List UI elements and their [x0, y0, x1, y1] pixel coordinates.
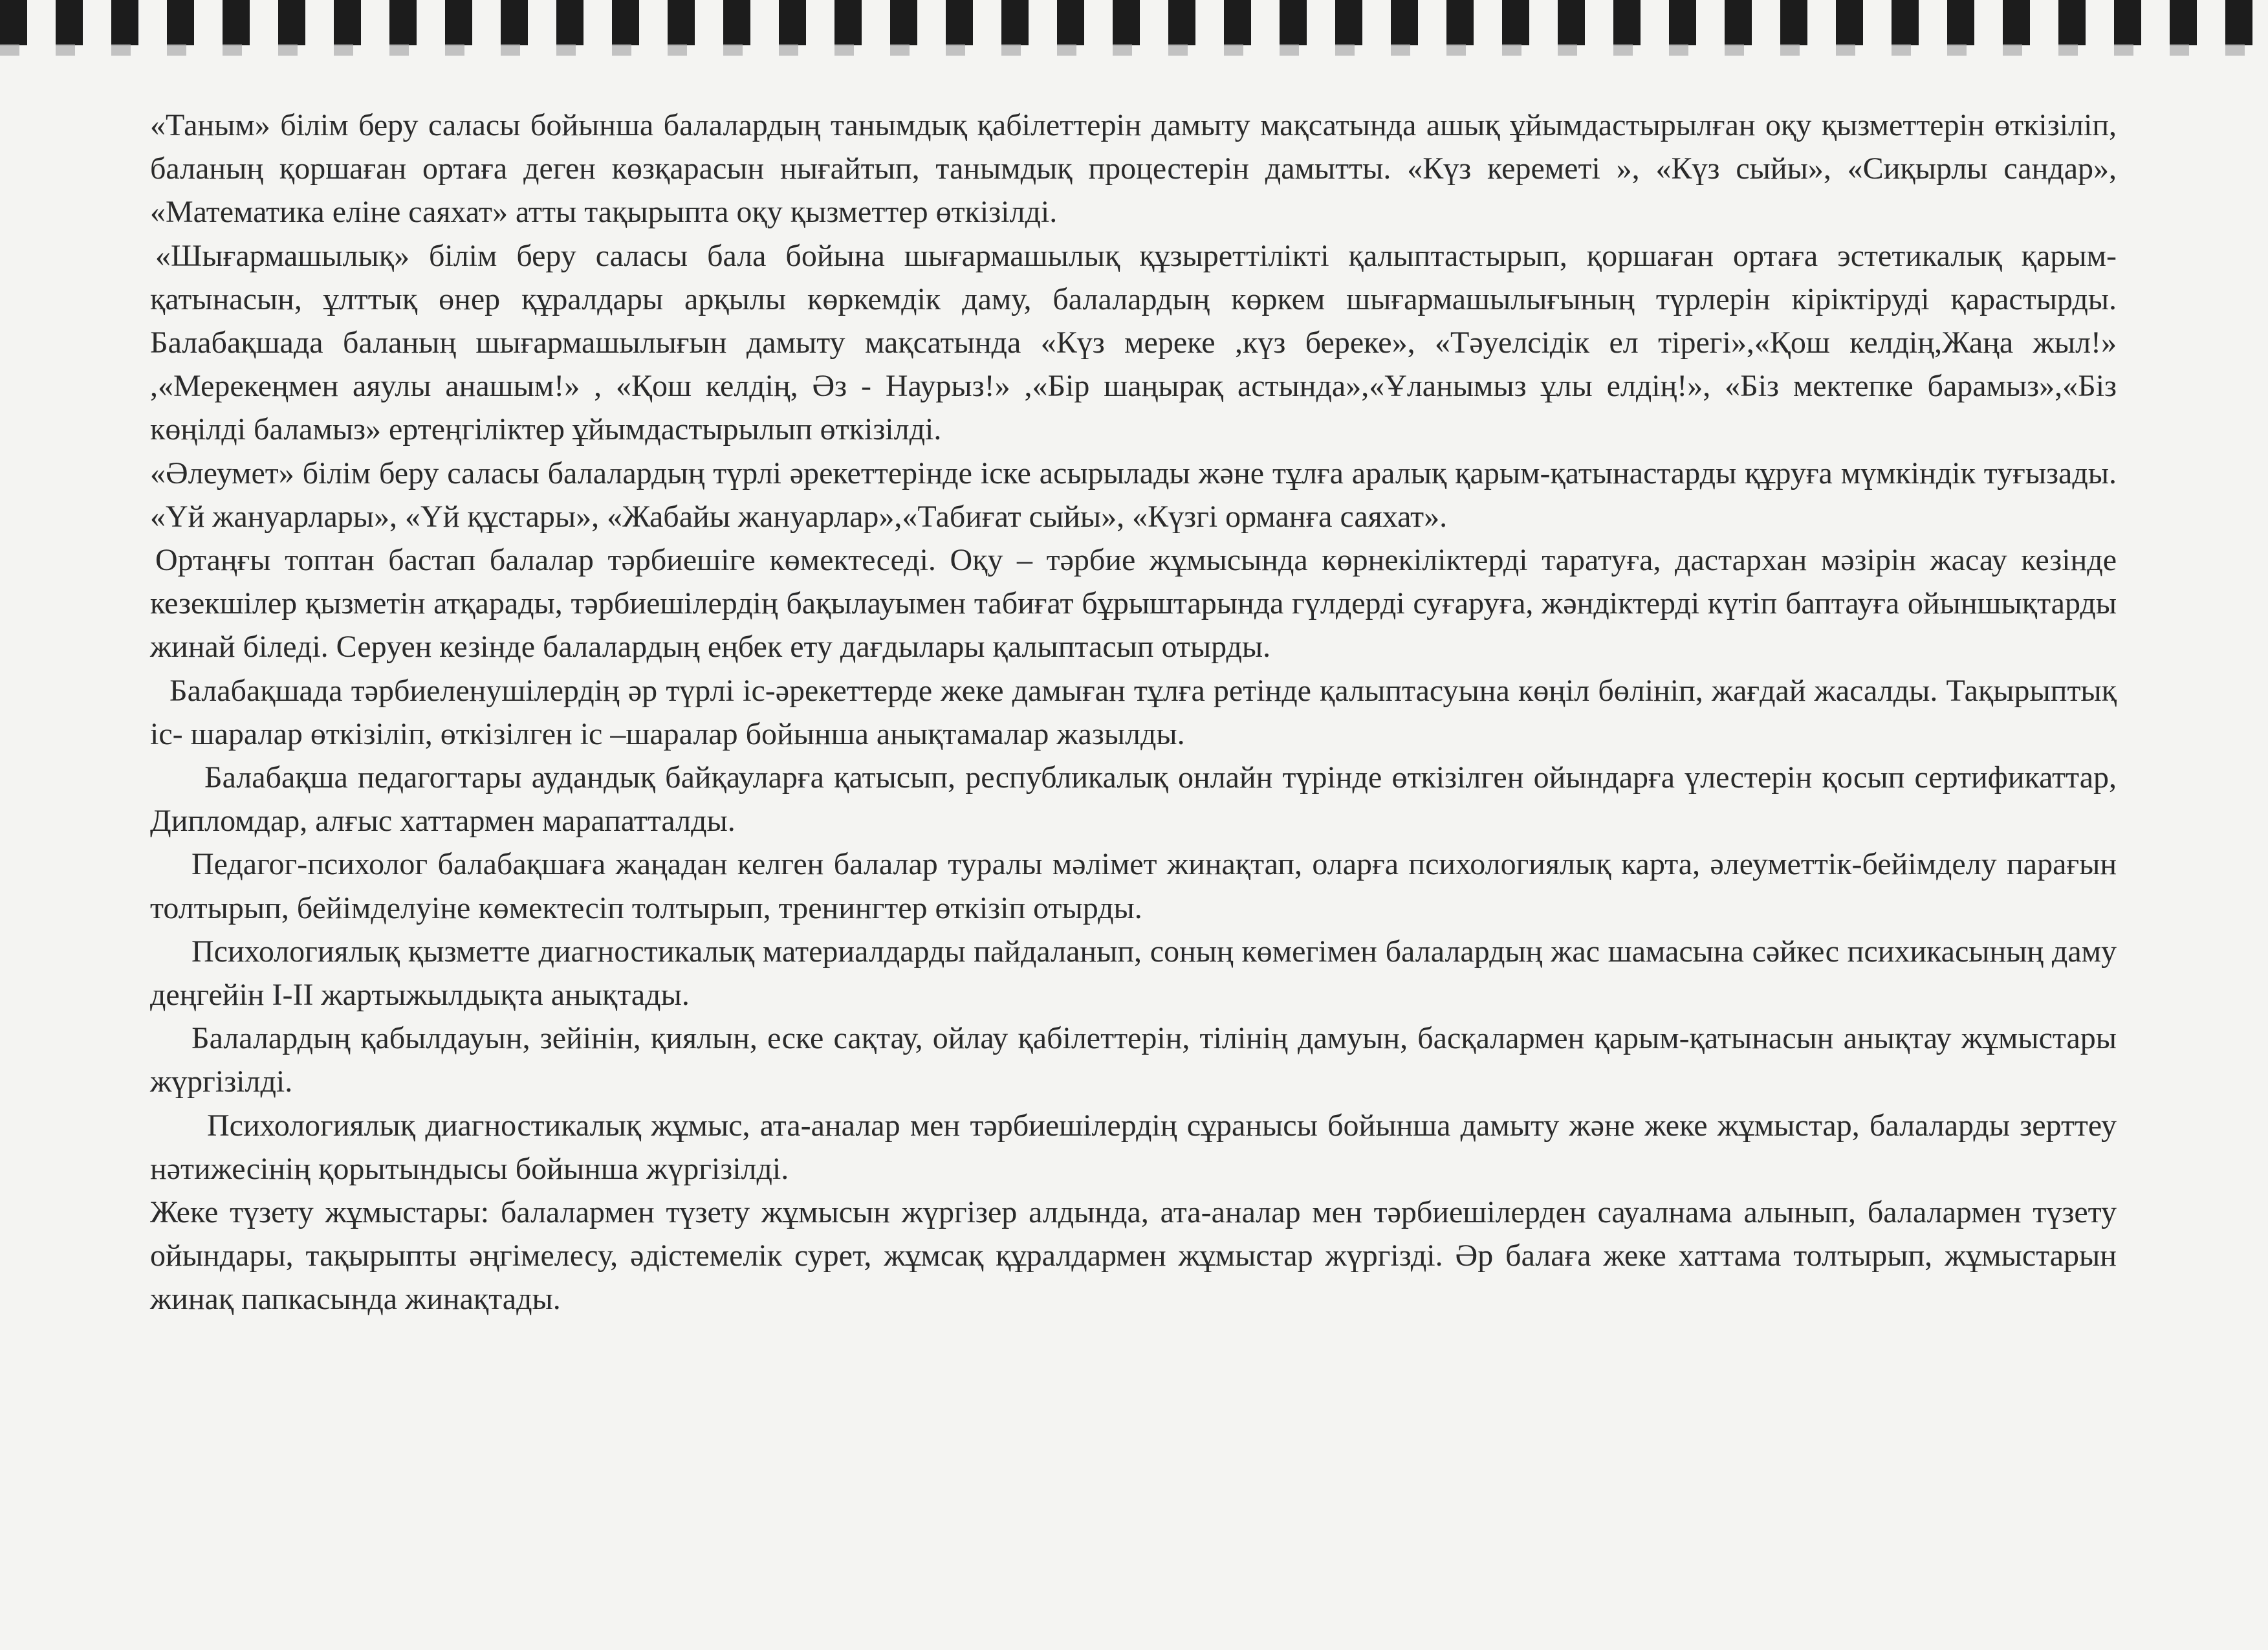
document-body: [150, 104, 2117, 1321]
paragraph-diagnostika-material: Психологиялық қызметте диагностикалық материалдарды пайдаланып, соның көмегімен балалардың жас шамасына сәйкес психикасының даму деңгейін I-II жартыжылдықта анықтады.: [150, 934, 2117, 1013]
paragraph-zheke-tuzetu: Жеке түзету жұмыстары: балалармен түзету жұмысын жүргізер алдында, ата-аналар мен тәрбиешілерден сауалнама алынып, балалармен түзету ойындары, тақырыпты әңгімелесу, әдістемелік сурет, жұмсақ құралдармен жұмыстар жүргізді. Әр балаға жеке хаттама толтырып, жұмыстарын жинақ папкасында жинақтады.: [150, 1195, 2117, 1317]
paragraph-pedagogtar: Балабақша педагогтары аудандық байқауларға қатысып, республикалық онлайн түрінде өткізілген ойындарға үлестерін қосып сертификаттар, Дипломдар, алғыс хаттармен марапатталды.: [150, 760, 2117, 839]
binding-holes: [0, 0, 2268, 45]
paragraph-kabyldau: Балалардың қабылдауын, зейінін, қиялын, еске сақтау, ойлау қабілеттерін, тілінің дамуын, басқалармен қарым-қатынасын анықтау жұмыстары жүргізілді.: [150, 1021, 2117, 1099]
paragraph-aleumet: «Әлеумет» білім беру саласы балалардың түрлі әрекеттерінде іске асырылады және тұлға аралық қарым-қатынастарды құруға мүмкіндік туғызады. «Үй жануарлары», «Үй құстары», «Жабайы жануарлар»,«Табиғат сыйы», «Күзгі орманға саяхат».: [150, 456, 2117, 534]
binding-shadow: [0, 44, 2268, 56]
paragraph-balabaksha-tarbie: Балабақшада тәрбиеленушілердің әр түрлі іс-әрекеттерде жеке дамыған тұлға ретінде қалыптасуына көңіл бөлініп, жағдай жасалды. Тақырыптық іс- шаралар өткізіліп, өткізілген іс –шаралар бойынша анықтамалар жазылды.: [150, 673, 2117, 751]
paragraph-ortangy-top: Ортаңғы топтан бастап балалар тәрбиешіге көмектеседі. Оқу – тәрбие жұмысында көрнекіліктерді таратуға, дастархан мәзірін жасау кезінде кезекшілер қызметін атқарады, тәрбиешілердің бақылауымен табиғат бұрыштарында гүлдерді суғаруға, жәндіктерді күтіп баптауға ойыншықтарды жинай біледі. Серуен кезінде балалардың еңбек ету дағдылары қалыптасып отырды.: [150, 543, 2117, 665]
paragraph-tanym: «Таным» білім беру саласы бойынша балалардың танымдық қабілеттерін дамыту мақсатында ашық ұйымдастырылған оқу қызметтерін өткізіліп, баланың қоршаған ортаға деген көзқарасын нығайтып, танымдық процестерін дамытты. «Күз кереметі », «Күз сыйы», «Сиқырлы сандар», «Математика еліне саяхат» атты тақырыпта оқу қызметтер өткізілді.: [150, 108, 2117, 230]
paragraph-diagnostika-zhumys: Психологиялық диагностикалық жұмыс, ата-аналар мен тәрбиешілердің сұранысы бойынша дамыту және жеке жұмыстар, балаларды зерттеу нәтижесінің қорытындысы бойынша жүргізілді.: [150, 1108, 2117, 1186]
spiral-binding: [0, 0, 2268, 58]
paragraph-shygarmashylyk: «Шығармашылық» білім беру саласы бала бойына шығармашылық құзыреттілікті қалыптастырып, қоршаған ортаға эстетикалық қарым-қатынасын, ұлттық өнер құралдары арқылы көркемдік даму, балалардың көркем шығармашылығының түрлерін кіріктіруді қарастырды. Балабақшада баланың шығармашылығын дамыту мақсатында «Күз мереке ,күз береке», «Тәуелсідік ел тірегі»,«Қош келдің,Жаңа жыл!» ,«Мерекеңмен аяулы анашым!» , «Қош келдің, Әз - Наурыз!» ,«Бір шаңырақ астында»,«Ұланымыз ұлы елдің!», «Біз мектепке барамыз»,«Біз көңілді баламыз» ертеңгіліктер ұйымдастырылып өткізілді.: [150, 238, 2117, 447]
paragraph-pedagog-psiholog: Педагог-психолог балабақшаға жаңадан келген балалар туралы мәлімет жинақтап, оларға психологиялық карта, әлеуметтік-бейімделу парағын толтырып, бейімделуіне көмектесіп толтырып, тренингтер өткізіп отырды.: [150, 847, 2117, 925]
